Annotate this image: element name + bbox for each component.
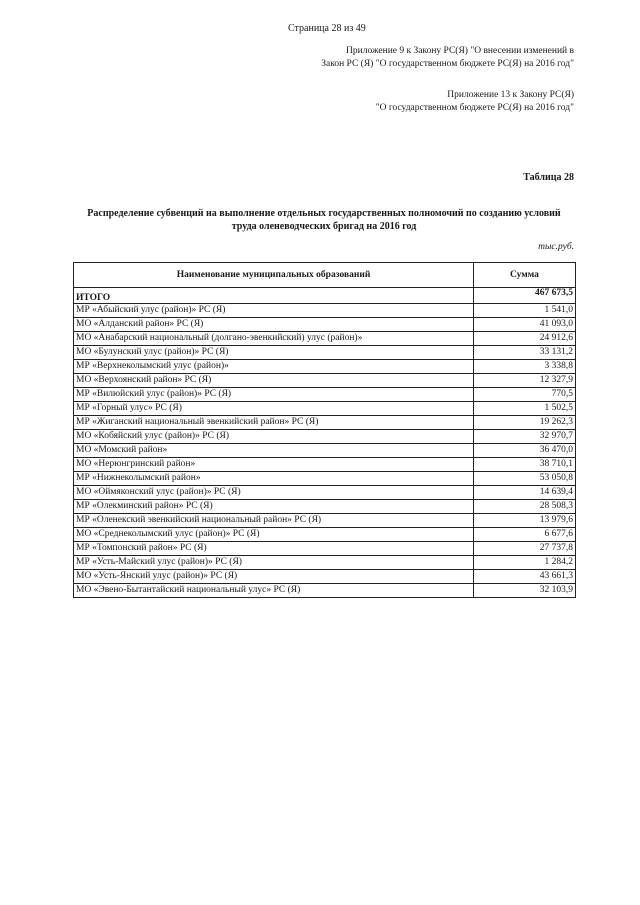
subvention-amount: 53 050,8 bbox=[474, 472, 576, 486]
municipality-name: МР «Олекминский район» РС (Я) bbox=[74, 500, 474, 514]
subvention-amount: 41 093,0 bbox=[474, 318, 576, 332]
table-row bbox=[74, 402, 576, 416]
table-row bbox=[74, 388, 576, 402]
municipality-name: МО «Нерюнгринский район» bbox=[74, 458, 474, 472]
table-row bbox=[74, 570, 576, 584]
document-title bbox=[74, 207, 574, 233]
table-row bbox=[74, 430, 576, 444]
municipality-name: МО «Оймяконский улус (район)» РС (Я) bbox=[74, 486, 474, 500]
annex-9-line-2: Закон РС (Я) "О государственном бюджете РС(Я) на 2016 год" bbox=[321, 58, 574, 69]
municipality-name: МО «Анабарский национальный (долгано-эвенкийский) улус (район)» bbox=[74, 332, 474, 346]
total-label: ИТОГО bbox=[74, 288, 474, 304]
table-label: Таблица 28 bbox=[523, 172, 574, 183]
subvention-amount: 1 502,5 bbox=[474, 402, 576, 416]
subventions-table bbox=[73, 262, 576, 598]
municipality-name: МР «Нижнеколымский район» bbox=[74, 472, 474, 486]
subvention-amount: 19 262,3 bbox=[474, 416, 576, 430]
table-row bbox=[74, 374, 576, 388]
table-row bbox=[74, 360, 576, 374]
document-title-line-1: Распределение субвенций на выполнение отдельных государственных полномочий по созданию условий bbox=[87, 208, 561, 219]
table-row bbox=[74, 542, 576, 556]
subvention-amount: 33 131,2 bbox=[474, 346, 576, 360]
table-header-row bbox=[74, 263, 576, 288]
municipality-name: МР «Вилюйский улус (район)» РС (Я) bbox=[74, 388, 474, 402]
table-row bbox=[74, 318, 576, 332]
municipality-name: МО «Алданский район» РС (Я) bbox=[74, 318, 474, 332]
annex-13-line-1: Приложение 13 к Закону РС(Я) bbox=[447, 90, 574, 100]
municipality-name: МО «Эвено-Бытантайский национальный улус» РС (Я) bbox=[74, 584, 474, 598]
table-row bbox=[74, 486, 576, 500]
annex-9-note bbox=[321, 45, 574, 70]
municipality-name: МР «Жиганский национальный эвенкийский район» РС (Я) bbox=[74, 416, 474, 430]
header-sum: Сумма bbox=[474, 263, 576, 288]
table-row bbox=[74, 444, 576, 458]
table-row bbox=[74, 346, 576, 360]
table-row bbox=[74, 500, 576, 514]
subvention-amount: 1 284,2 bbox=[474, 556, 576, 570]
table-body bbox=[74, 304, 576, 598]
subvention-amount: 32 970,7 bbox=[474, 430, 576, 444]
subvention-amount: 14 639,4 bbox=[474, 486, 576, 500]
units-label: тыс.руб. bbox=[538, 242, 574, 252]
municipality-name: МО «Момский район» bbox=[74, 444, 474, 458]
header-name: Наименование муниципальных образований bbox=[74, 263, 474, 288]
subvention-amount: 38 710,1 bbox=[474, 458, 576, 472]
municipality-name: МР «Горный улус» РС (Я) bbox=[74, 402, 474, 416]
annex-13-note bbox=[376, 89, 574, 114]
table-row bbox=[74, 304, 576, 318]
annex-9-line-1: Приложение 9 к Закону РС(Я) "О внесении изменений в bbox=[346, 46, 574, 56]
table-row bbox=[74, 584, 576, 598]
municipality-name: МО «Среднеколымский улус (район)» РС (Я) bbox=[74, 528, 474, 542]
subvention-amount: 32 103,9 bbox=[474, 584, 576, 598]
subvention-amount: 28 508,3 bbox=[474, 500, 576, 514]
subvention-amount: 43 661,3 bbox=[474, 570, 576, 584]
municipality-name: МР «Томпонский район» РС (Я) bbox=[74, 542, 474, 556]
municipality-name: МО «Булунский улус (район)» РС (Я) bbox=[74, 346, 474, 360]
subvention-amount: 770,5 bbox=[474, 388, 576, 402]
table-row bbox=[74, 458, 576, 472]
subvention-amount: 27 737,8 bbox=[474, 542, 576, 556]
table-row bbox=[74, 528, 576, 542]
table-row bbox=[74, 514, 576, 528]
municipality-name: МО «Усть-Янский улус (район)» РС (Я) bbox=[74, 570, 474, 584]
municipality-name: МР «Абыйский улус (район)» РС (Я) bbox=[74, 304, 474, 318]
total-row bbox=[74, 288, 576, 304]
subvention-amount: 1 541,0 bbox=[474, 304, 576, 318]
municipality-name: МР «Оленекский эвенкийский национальный район» РС (Я) bbox=[74, 514, 474, 528]
table-row bbox=[74, 416, 576, 430]
municipality-name: МР «Усть-Майский улус (район)» РС (Я) bbox=[74, 556, 474, 570]
total-value: 467 673,5 bbox=[474, 288, 576, 304]
table-row bbox=[74, 556, 576, 570]
document-title-line-2: труда оленеводческих бригад на 2016 год bbox=[231, 221, 417, 232]
table-row bbox=[74, 332, 576, 346]
subvention-amount: 36 470,0 bbox=[474, 444, 576, 458]
municipality-name: МР «Верхнеколымский улус (район)» bbox=[74, 360, 474, 374]
subvention-amount: 12 327,9 bbox=[474, 374, 576, 388]
subvention-amount: 24 912,6 bbox=[474, 332, 576, 346]
subvention-amount: 3 338,8 bbox=[474, 360, 576, 374]
municipality-name: МО «Верхоянский район» РС (Я) bbox=[74, 374, 474, 388]
page-number: Страница 28 из 49 bbox=[288, 23, 366, 34]
subvention-amount: 6 677,6 bbox=[474, 528, 576, 542]
municipality-name: МО «Кобяйский улус (район)» РС (Я) bbox=[74, 430, 474, 444]
annex-13-line-2: "О государственном бюджете РС(Я) на 2016 год" bbox=[375, 102, 574, 113]
subvention-amount: 13 979,6 bbox=[474, 514, 576, 528]
table-row bbox=[74, 472, 576, 486]
